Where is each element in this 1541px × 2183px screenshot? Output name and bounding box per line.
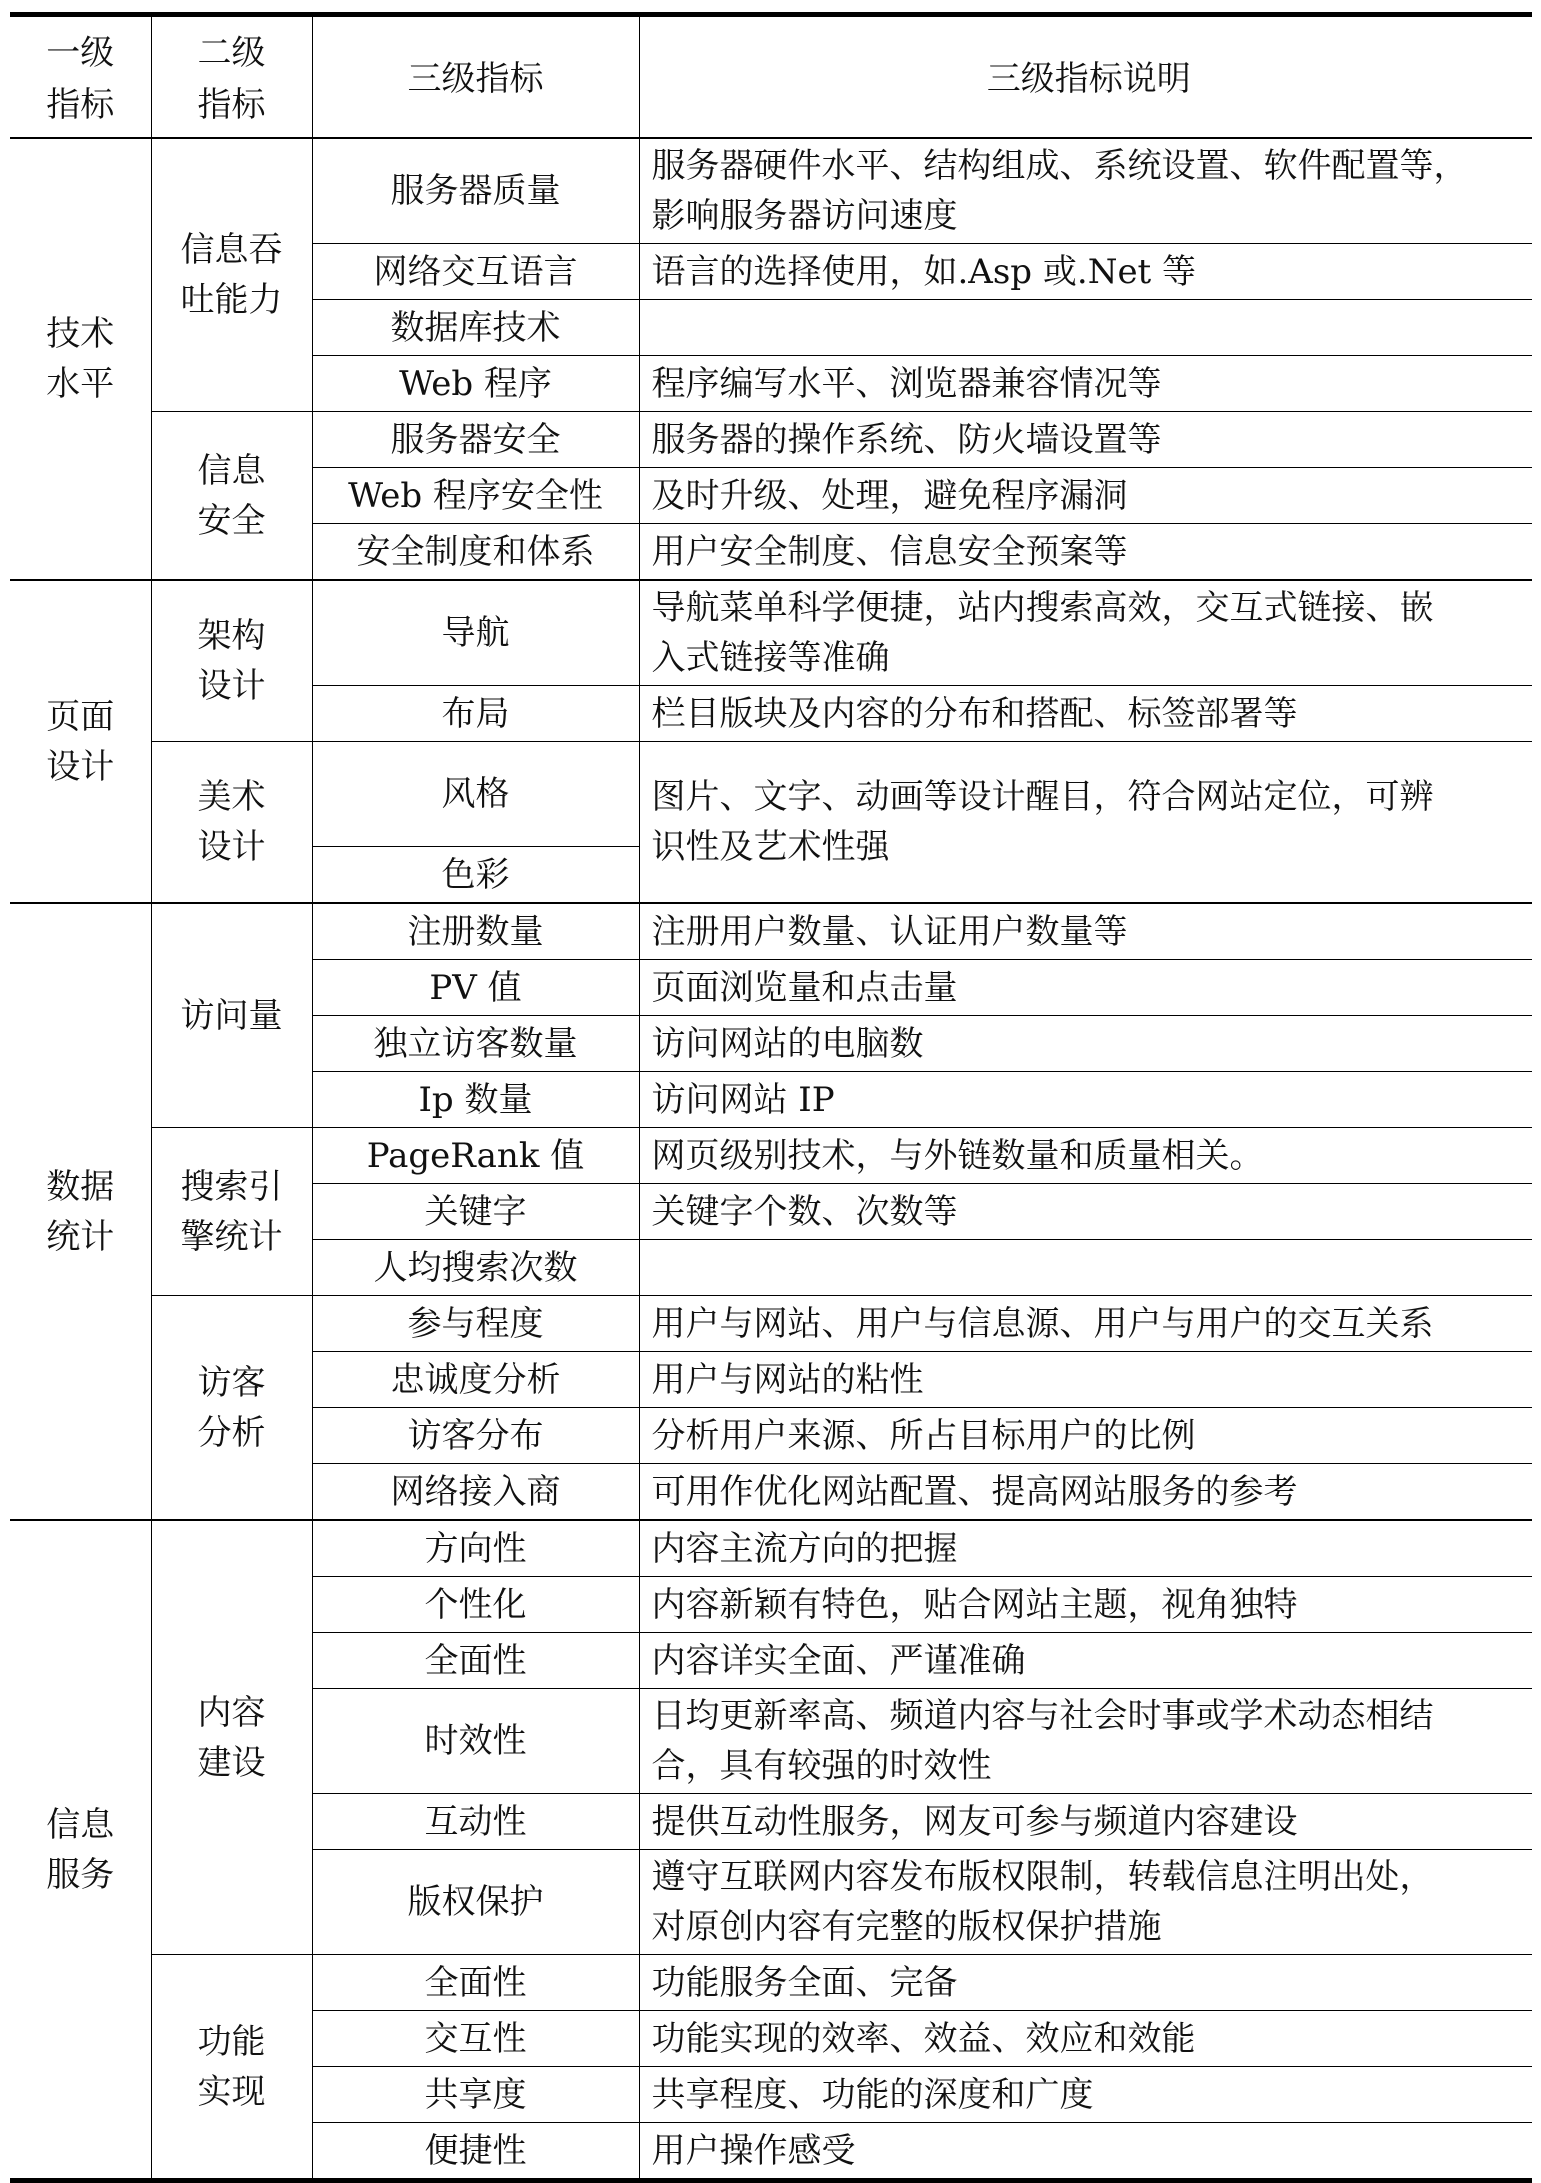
level1-cell [10, 1520, 151, 2181]
level2-cell [151, 138, 312, 412]
description-cell [639, 138, 1532, 244]
description-cell [639, 2067, 1532, 2123]
level3-cell: 网络交互语言 [312, 244, 639, 300]
level3-cell: 版权保护 [312, 1850, 639, 1955]
description-cell [639, 903, 1532, 960]
level2-line: 安全 [197, 500, 266, 541]
level3-cell: 独立访客数量 [312, 1016, 639, 1072]
table-row [10, 1296, 1532, 1352]
description-line: 入式链接等准确 [651, 638, 890, 678]
level3-cell: 网络接入商 [312, 1464, 639, 1521]
level3-cell: 导航 [312, 580, 639, 686]
description-line: 遵守互联网内容发布版权限制，转载信息注明出处， [651, 1857, 1434, 1897]
description-line: 栏目版块及内容的分布和搭配、标签部署等 [651, 693, 1298, 734]
header-level2-line: 指标 [197, 85, 266, 125]
indicator-table [10, 12, 1532, 2183]
table-row [10, 742, 1532, 847]
description-line: 及时升级、处理，避免程序漏洞 [651, 475, 1128, 516]
description-line: 内容主流方向的把握 [651, 1528, 958, 1569]
description-cell [639, 356, 1532, 412]
level3-cell: 人均搜索次数 [312, 1240, 639, 1296]
level3-cell: 风格 [312, 742, 639, 847]
level2-line: 信息吞 [180, 230, 283, 270]
description-line: 功能服务全面、完备 [651, 1962, 958, 2003]
description-cell [639, 1072, 1532, 1128]
level3-cell: 交互性 [312, 2011, 639, 2067]
description-line: 用户安全制度、信息安全预案等 [651, 531, 1128, 572]
header-row [10, 15, 1532, 139]
description-cell [639, 244, 1532, 300]
description-cell [639, 686, 1532, 742]
header-level3: 三级指标 [312, 15, 639, 139]
level2-cell [151, 580, 312, 742]
description-line: 影响服务器访问速度 [651, 196, 958, 236]
description-line: 功能实现的效率、效益、效应和效能 [651, 2018, 1196, 2059]
description-line: 识性及艺术性强 [651, 827, 890, 867]
description-line: 关键字个数、次数等 [651, 1191, 958, 1232]
description-cell [639, 1633, 1532, 1689]
level1-line: 信息 [46, 1804, 115, 1845]
description-cell [639, 1689, 1532, 1794]
level2-cell [151, 412, 312, 581]
level3-cell: 服务器安全 [312, 412, 639, 468]
level3-cell: 关键字 [312, 1184, 639, 1240]
description-cell [639, 1850, 1532, 1955]
level2-line: 分析 [197, 1412, 266, 1453]
level2-cell [151, 903, 312, 1128]
description-line: 用户操作感受 [651, 2130, 856, 2171]
description-line: 共享程度、功能的深度和广度 [651, 2074, 1094, 2115]
header-level1-line: 一级 [46, 33, 115, 73]
level3-cell: PageRank 值 [312, 1128, 639, 1184]
description-line: 网页级别技术，与外链数量和质量相关。 [651, 1135, 1264, 1176]
description-line: 页面浏览量和点击量 [651, 967, 958, 1008]
description-cell [639, 1794, 1532, 1850]
description-line: 内容详实全面、严谨准确 [651, 1640, 1026, 1681]
level2-line: 访客 [197, 1362, 266, 1403]
level1-line: 数据 [46, 1166, 115, 1207]
level3-cell: 便捷性 [312, 2123, 639, 2181]
description-line: 用户与网站的粘性 [651, 1359, 924, 1400]
description-cell [639, 1520, 1532, 1577]
table-row [10, 903, 1532, 960]
description-line: 提供互动性服务，网友可参与频道内容建设 [651, 1801, 1298, 1842]
table-row [10, 1520, 1532, 1577]
description-line: 服务器硬件水平、结构组成、系统设置、软件配置等， [651, 146, 1468, 186]
level3-cell: 参与程度 [312, 1296, 639, 1352]
description-cell [639, 2011, 1532, 2067]
description-cell [639, 524, 1532, 581]
level2-line: 访问量 [180, 995, 283, 1036]
level3-cell: 数据库技术 [312, 300, 639, 356]
description-cell [639, 1128, 1532, 1184]
level2-line: 擎统计 [180, 1216, 283, 1257]
description-cell [639, 1016, 1532, 1072]
description-cell [639, 960, 1532, 1016]
level1-cell [10, 138, 151, 580]
level3-cell: 互动性 [312, 1794, 639, 1850]
level1-line: 设计 [46, 746, 115, 787]
table-row [10, 1128, 1532, 1184]
level3-cell: 时效性 [312, 1689, 639, 1794]
description-cell [639, 1352, 1532, 1408]
table-row [10, 412, 1532, 468]
level2-line: 设计 [197, 666, 266, 706]
description-line: 访问网站 IP [651, 1079, 835, 1120]
description-line: 合，具有较强的时效性 [651, 1746, 992, 1786]
level3-cell: 访客分布 [312, 1408, 639, 1464]
level3-cell: 安全制度和体系 [312, 524, 639, 581]
description-cell [639, 1296, 1532, 1352]
level3-cell: 方向性 [312, 1520, 639, 1577]
level3-cell: Web 程序 [312, 356, 639, 412]
table-row [10, 138, 1532, 244]
description-cell [639, 1240, 1532, 1296]
description-cell [639, 300, 1532, 356]
level2-cell [151, 1128, 312, 1296]
description-line: 访问网站的电脑数 [651, 1023, 924, 1064]
level3-cell: 个性化 [312, 1577, 639, 1633]
header-level3-description: 三级指标说明 [639, 15, 1532, 139]
header-level2 [151, 15, 312, 139]
level2-line: 实现 [197, 2071, 266, 2112]
level1-cell [10, 903, 151, 1520]
description-cell [639, 742, 1532, 904]
description-cell [639, 580, 1532, 686]
level3-cell: 全面性 [312, 1633, 639, 1689]
level1-cell [10, 580, 151, 903]
level2-cell [151, 1296, 312, 1521]
description-line: 导航菜单科学便捷，站内搜索高效，交互式链接、嵌 [651, 588, 1434, 628]
description-cell [639, 1184, 1532, 1240]
level3-cell: 忠诚度分析 [312, 1352, 639, 1408]
level2-cell [151, 1520, 312, 1955]
level3-cell: Ip 数量 [312, 1072, 639, 1128]
level2-cell [151, 1955, 312, 2181]
level2-line: 功能 [197, 2021, 266, 2062]
description-line: 用户与网站、用户与信息源、用户与用户的交互关系 [651, 1303, 1434, 1344]
description-cell [639, 2123, 1532, 2181]
level3-cell: 色彩 [312, 847, 639, 904]
level3-cell: 服务器质量 [312, 138, 639, 244]
description-line: 对原创内容有完整的版权保护措施 [651, 1907, 1162, 1947]
level2-line: 内容 [197, 1692, 266, 1733]
description-line: 服务器的操作系统、防火墙设置等 [651, 419, 1162, 460]
level3-cell: PV 值 [312, 960, 639, 1016]
level3-cell: Web 程序安全性 [312, 468, 639, 524]
level2-line: 架构 [197, 616, 266, 656]
table-row [10, 1955, 1532, 2011]
table-body [10, 138, 1532, 2181]
level3-cell: 共享度 [312, 2067, 639, 2123]
description-line: 分析用户来源、所占目标用户的比例 [651, 1415, 1196, 1456]
level3-cell: 布局 [312, 686, 639, 742]
level2-line: 搜索引 [180, 1166, 283, 1207]
level2-line: 设计 [197, 827, 266, 867]
header-level1 [10, 15, 151, 139]
description-cell [639, 468, 1532, 524]
description-line: 内容新颖有特色，贴合网站主题，视角独特 [651, 1584, 1298, 1625]
description-line: 程序编写水平、浏览器兼容情况等 [651, 363, 1162, 404]
header-level2-line: 二级 [197, 33, 266, 73]
level1-line: 页面 [46, 696, 115, 737]
description-cell [639, 1464, 1532, 1521]
level1-line: 服务 [46, 1854, 115, 1895]
table-row [10, 580, 1532, 686]
description-cell [639, 1408, 1532, 1464]
level1-line: 统计 [46, 1216, 115, 1257]
description-line: 可用作优化网站配置、提高网站服务的参考 [651, 1471, 1298, 1512]
description-line: 日均更新率高、频道内容与社会时事或学术动态相结 [651, 1696, 1434, 1736]
level2-line: 美术 [197, 777, 266, 817]
level2-cell [151, 742, 312, 904]
description-cell [639, 1955, 1532, 2011]
header-level1-line: 指标 [46, 85, 115, 125]
level2-line: 吐能力 [180, 280, 283, 320]
description-line: 图片、文字、动画等设计醒目，符合网站定位，可辨 [651, 777, 1434, 817]
level1-line: 技术 [46, 314, 115, 354]
description-line: 注册用户数量、认证用户数量等 [651, 911, 1128, 952]
description-cell [639, 1577, 1532, 1633]
description-line: 语言的选择使用，如.Asp 或.Net 等 [651, 251, 1197, 292]
level1-line: 水平 [46, 364, 115, 404]
level3-cell: 全面性 [312, 1955, 639, 2011]
description-cell [639, 412, 1532, 468]
level2-line: 信息 [197, 450, 266, 491]
level2-line: 建设 [197, 1742, 266, 1783]
level3-cell: 注册数量 [312, 903, 639, 960]
